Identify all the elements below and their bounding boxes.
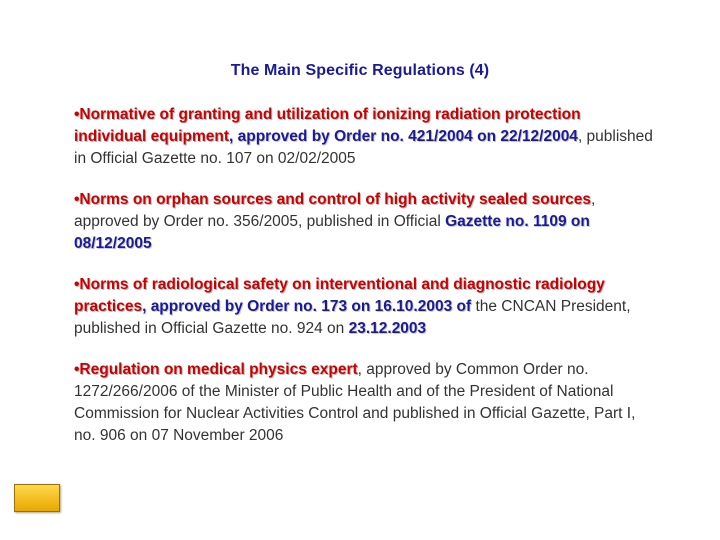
regulations-list	[74, 104, 654, 466]
regulation-3-date: 23.12.2003	[348, 320, 427, 337]
regulation-3-approval: , approved by Order no. 173 on 16.10.2003 of	[142, 298, 476, 315]
regulation-item-3	[74, 274, 654, 340]
regulation-4-details: , approved by Common Order no. 1272/266/2006 of the Minister of Public Health and of the President of National Commission for Nuclear Activities Control and published in Official Gazette, Part I, no. 906 on 07 November 2006	[74, 361, 636, 444]
slide-title: The Main Specific Regulations (4)	[230, 62, 490, 79]
regulation-2-publication: , published in Official	[298, 213, 446, 230]
regulation-1-publication: , published in Official Gazette no. 107 on 02/02/2005	[74, 128, 653, 167]
regulation-1-title: •Normative of granting and utilization of ionizing radiation protection individual equipment	[74, 106, 581, 145]
regulation-2-approval: , approved by Order no. 356/2005	[74, 191, 596, 230]
regulation-2-title: •Norms on orphan sources and control of high activity sealed sources	[74, 191, 592, 208]
regulation-item-4	[74, 359, 654, 447]
regulation-item-1	[74, 104, 654, 170]
regulation-3-publication: the CNCAN President, published in Official Gazette no. 924 on	[74, 298, 631, 337]
regulation-item-2	[74, 189, 654, 255]
regulation-3-title: •Norms of radiological safety on interventional and diagnostic radiology practices	[74, 276, 605, 315]
cncan-logo-icon	[14, 484, 60, 512]
regulation-2-gazette: Gazette no. 1109 on 08/12/2005	[74, 213, 590, 252]
regulation-1-approval: , approved by Order no. 421/2004 on 22/12/2004	[229, 128, 578, 145]
regulation-4-title: •Regulation on medical physics expert	[74, 361, 358, 378]
